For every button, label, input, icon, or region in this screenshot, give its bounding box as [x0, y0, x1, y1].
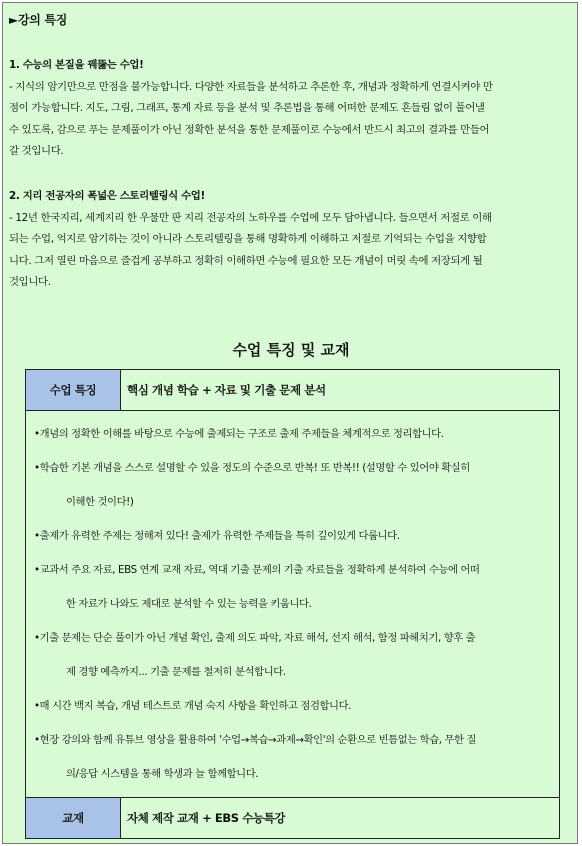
- table-title: 수업 특징 및 교재: [232, 341, 350, 359]
- list-item: •기출 문제는 단순 풀이가 아닌 개념 확인, 출제 의도 파악, 자료 해석, 선지 해석, 함정 파헤치기, 향후 출 제 경향 예측까지... 기출 문제를 철저히 분석합니다.: [34, 632, 476, 678]
- lecture-features-panel: [2, 2, 578, 844]
- feature-point-2: [9, 186, 571, 294]
- section-title-text: 강의 특징: [17, 13, 67, 27]
- list-item: •교과서 주요 자료, EBS 연계 교재 자료, 역대 기출 문제의 기출 자료들을 정확하게 분석하여 수능에 어떠 한 자료가 나와도 제대로 분석할 수 있는 능력을 키웁니다.: [34, 564, 480, 610]
- section-title: [9, 11, 67, 28]
- list-item: •개념의 정확한 이해를 바탕으로 수능에 출제되는 구조로 출제 주제들을 체계적으로 정리합니다.: [34, 428, 444, 440]
- features-bullets: [26, 411, 560, 798]
- arrow-icon: ►: [9, 13, 18, 27]
- feature-point-1: [9, 55, 571, 163]
- table-row: [26, 798, 560, 839]
- feature-point-1-line: 갈 것입니다.: [9, 145, 64, 157]
- feature-point-2-line: 니다. 그저 열린 마음으로 즐겁게 공부하고 정확히 이해하면 수능에 필요한 모든 개념이 머릿 속에 저장되게 될: [9, 254, 483, 267]
- table-row: [26, 411, 560, 798]
- feature-point-2-heading: 2. 지리 전공자의 폭넓은 스토리텔링식 수업!: [9, 190, 205, 202]
- feature-point-1-line: - 지식의 암기만으로 만점을 불가능합니다. 다양한 자료들을 분석하고 추론한 후, 개념과 정확하게 연결시켜야 만: [9, 80, 493, 93]
- row-label-textbook: 교재: [26, 798, 121, 839]
- row-value-features: 핵심 개념 학습 + 자료 및 기출 문제 분석: [121, 370, 560, 411]
- row-label-features: 수업 특징: [26, 370, 121, 411]
- list-item: •매 시간 백지 복습, 개념 테스트로 개념 숙지 사항을 확인하고 점검합니다.: [34, 700, 352, 712]
- features-table: [25, 369, 560, 839]
- list-item: •현장 강의와 함께 유튜브 영상을 활용하여 '수업→복습→과제→확인'의 순환으로 빈틈없는 학습, 무한 질 의/응답 시스템을 통해 학생과 늘 함께합니다.: [34, 734, 477, 780]
- feature-point-1-line: 점이 가능합니다. 지도, 그림, 그래프, 통계 자료 등을 분석 및 추론법을 통해 어떠한 문제도 흔들림 없이 풀어낼: [9, 102, 485, 114]
- feature-point-2-line: 것입니다.: [9, 276, 51, 288]
- row-value-textbook: 자체 제작 교재 + EBS 수능특강: [121, 798, 560, 839]
- feature-point-2-line: 되는 수업, 억지로 암기하는 것이 아니라 스토리텔링을 통해 명확하게 이해하고 저절로 기억되는 수업을 지향합: [9, 233, 487, 245]
- feature-point-2-line: - 12년 한국지리, 세계지리 한 우물만 판 지리 전공자의 노하우를 수업에 모두 담아냅니다. 들으면서 저절로 이해: [9, 211, 492, 224]
- list-item: •학습한 기본 개념을 스스로 설명할 수 있을 정도의 수준으로 반복! 또 반복!! (설명할 수 있어야 확실히 이해한 것이다!): [34, 462, 470, 508]
- table-row: [26, 370, 560, 411]
- feature-point-1-heading: 1. 수능의 본질을 꿰뚫는 수업!: [9, 59, 144, 71]
- list-item: •출제가 유력한 주제는 정해져 있다! 출제가 유력한 주제들을 특히 깊이있게 다룹니다.: [34, 530, 400, 542]
- feature-point-1-line: 수 있도록, 감으로 푸는 문제풀이가 아닌 정확한 분석을 통한 문제풀이로 수능에서 반드시 최고의 결과를 만들어: [9, 123, 490, 136]
